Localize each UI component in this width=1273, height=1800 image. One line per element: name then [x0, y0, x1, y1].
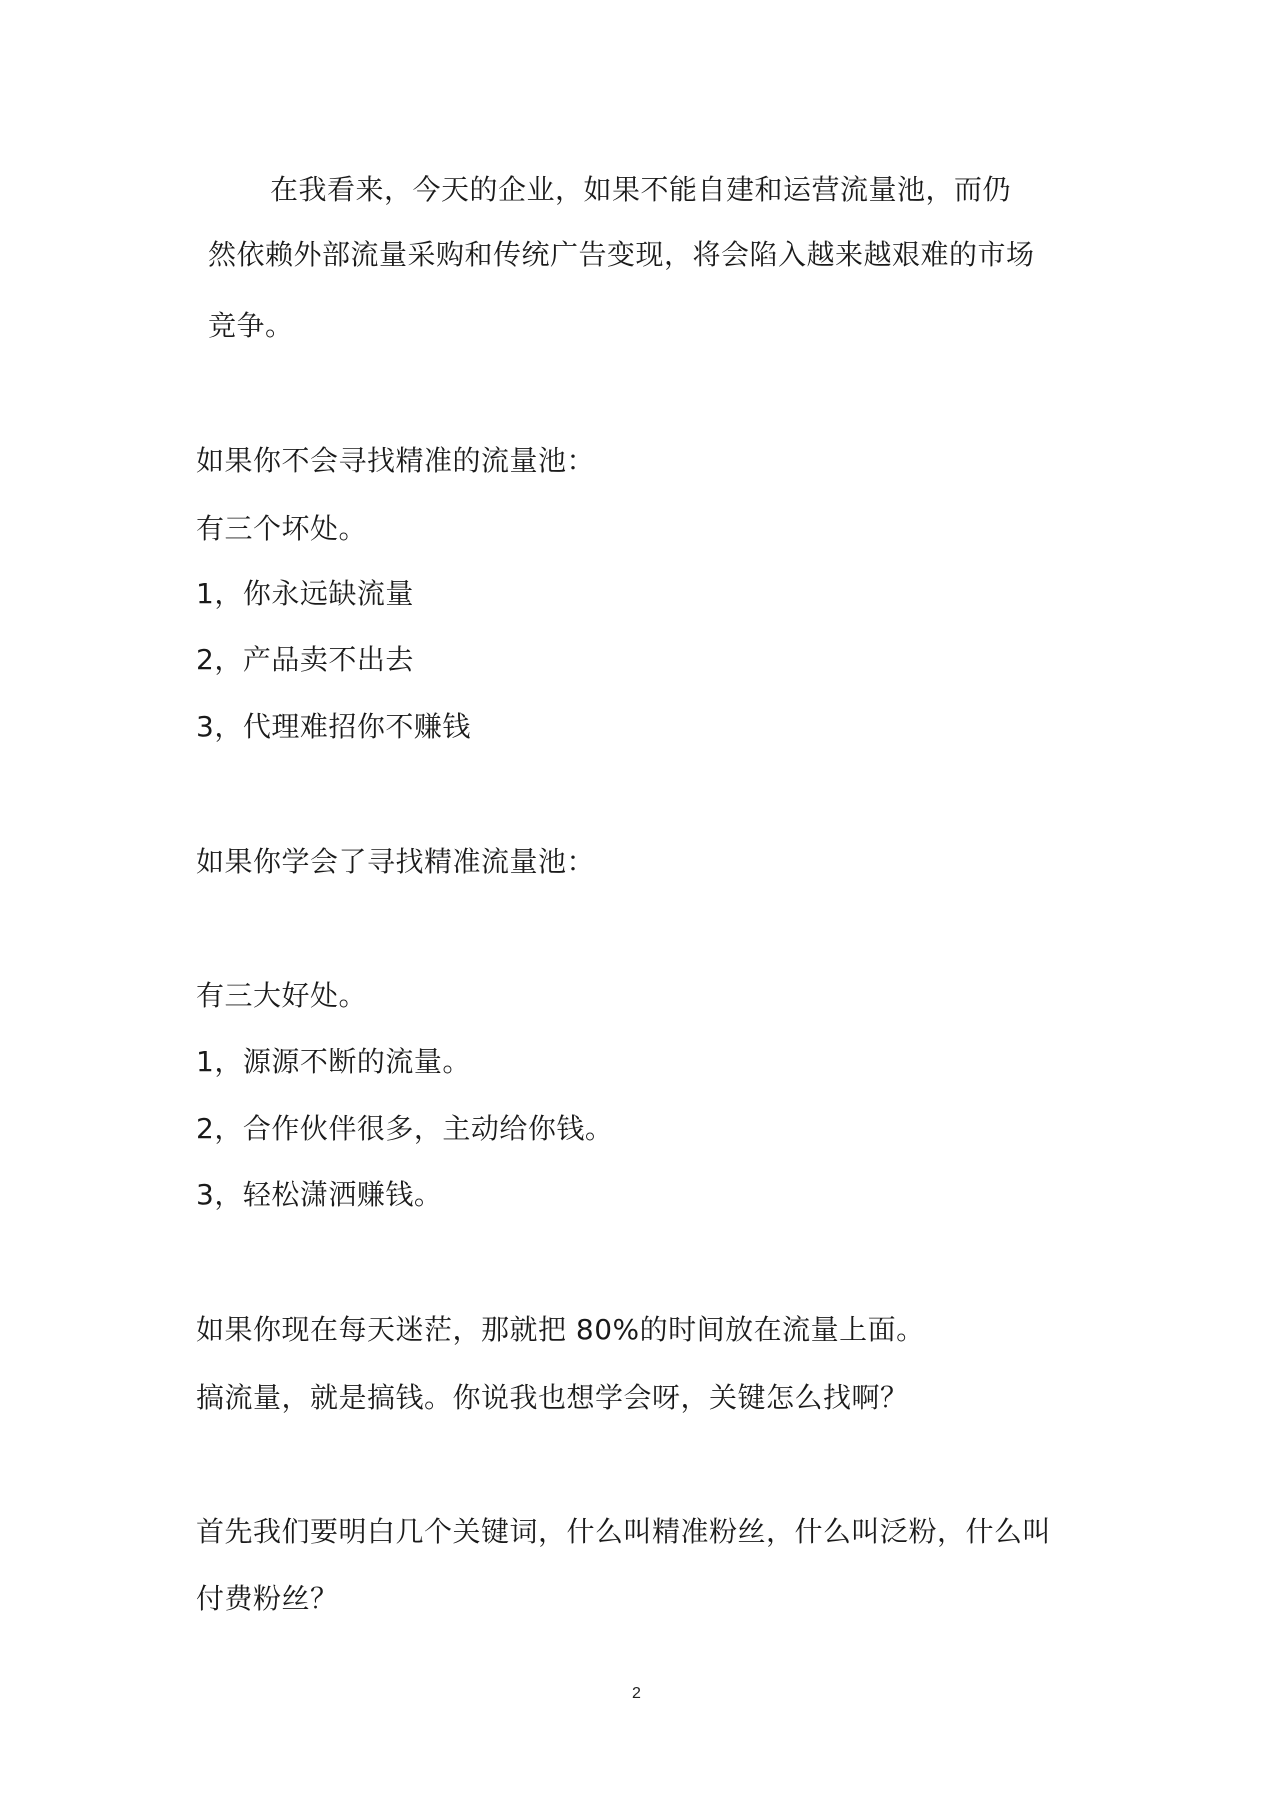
learned-item-2: 2，合作伙伴很多，主动给你钱。 [196, 1112, 614, 1145]
learned-subheading: 有三大好处。 [196, 979, 368, 1012]
keywords-line-1: 首先我们要明白几个关键词，什么叫精准粉丝，什么叫泛粉，什么叫 [196, 1515, 1052, 1548]
no-pool-heading: 如果你不会寻找精准的流量池： [196, 444, 596, 477]
confused-line-2: 搞流量，就是搞钱。你说我也想学会呀，关键怎么找啊？ [196, 1381, 909, 1414]
learned-item-1: 1，源源不断的流量。 [196, 1045, 471, 1078]
intro-line-3: 竞争。 [208, 309, 294, 342]
page-number: 2 [632, 1685, 641, 1702]
no-pool-item-2: 2，产品卖不出去 [196, 643, 414, 676]
no-pool-item-3: 3，代理难招你不赚钱 [196, 710, 471, 743]
learned-heading: 如果你学会了寻找精准流量池： [196, 845, 596, 878]
learned-item-3: 3，轻松潇洒赚钱。 [196, 1178, 443, 1211]
no-pool-item-1: 1，你永远缺流量 [196, 577, 414, 610]
intro-line-1: 在我看来，今天的企业，如果不能自建和运营流量池，而仍 [270, 173, 1012, 206]
no-pool-subheading: 有三个坏处。 [196, 512, 368, 545]
confused-line-1: 如果你现在每天迷茫，那就把 80%的时间放在流量上面。 [196, 1313, 925, 1346]
keywords-line-2: 付费粉丝？ [196, 1582, 339, 1615]
intro-line-2: 然依赖外部流量采购和传统广告变现，将会陷入越来越艰难的市场 [208, 238, 1035, 271]
